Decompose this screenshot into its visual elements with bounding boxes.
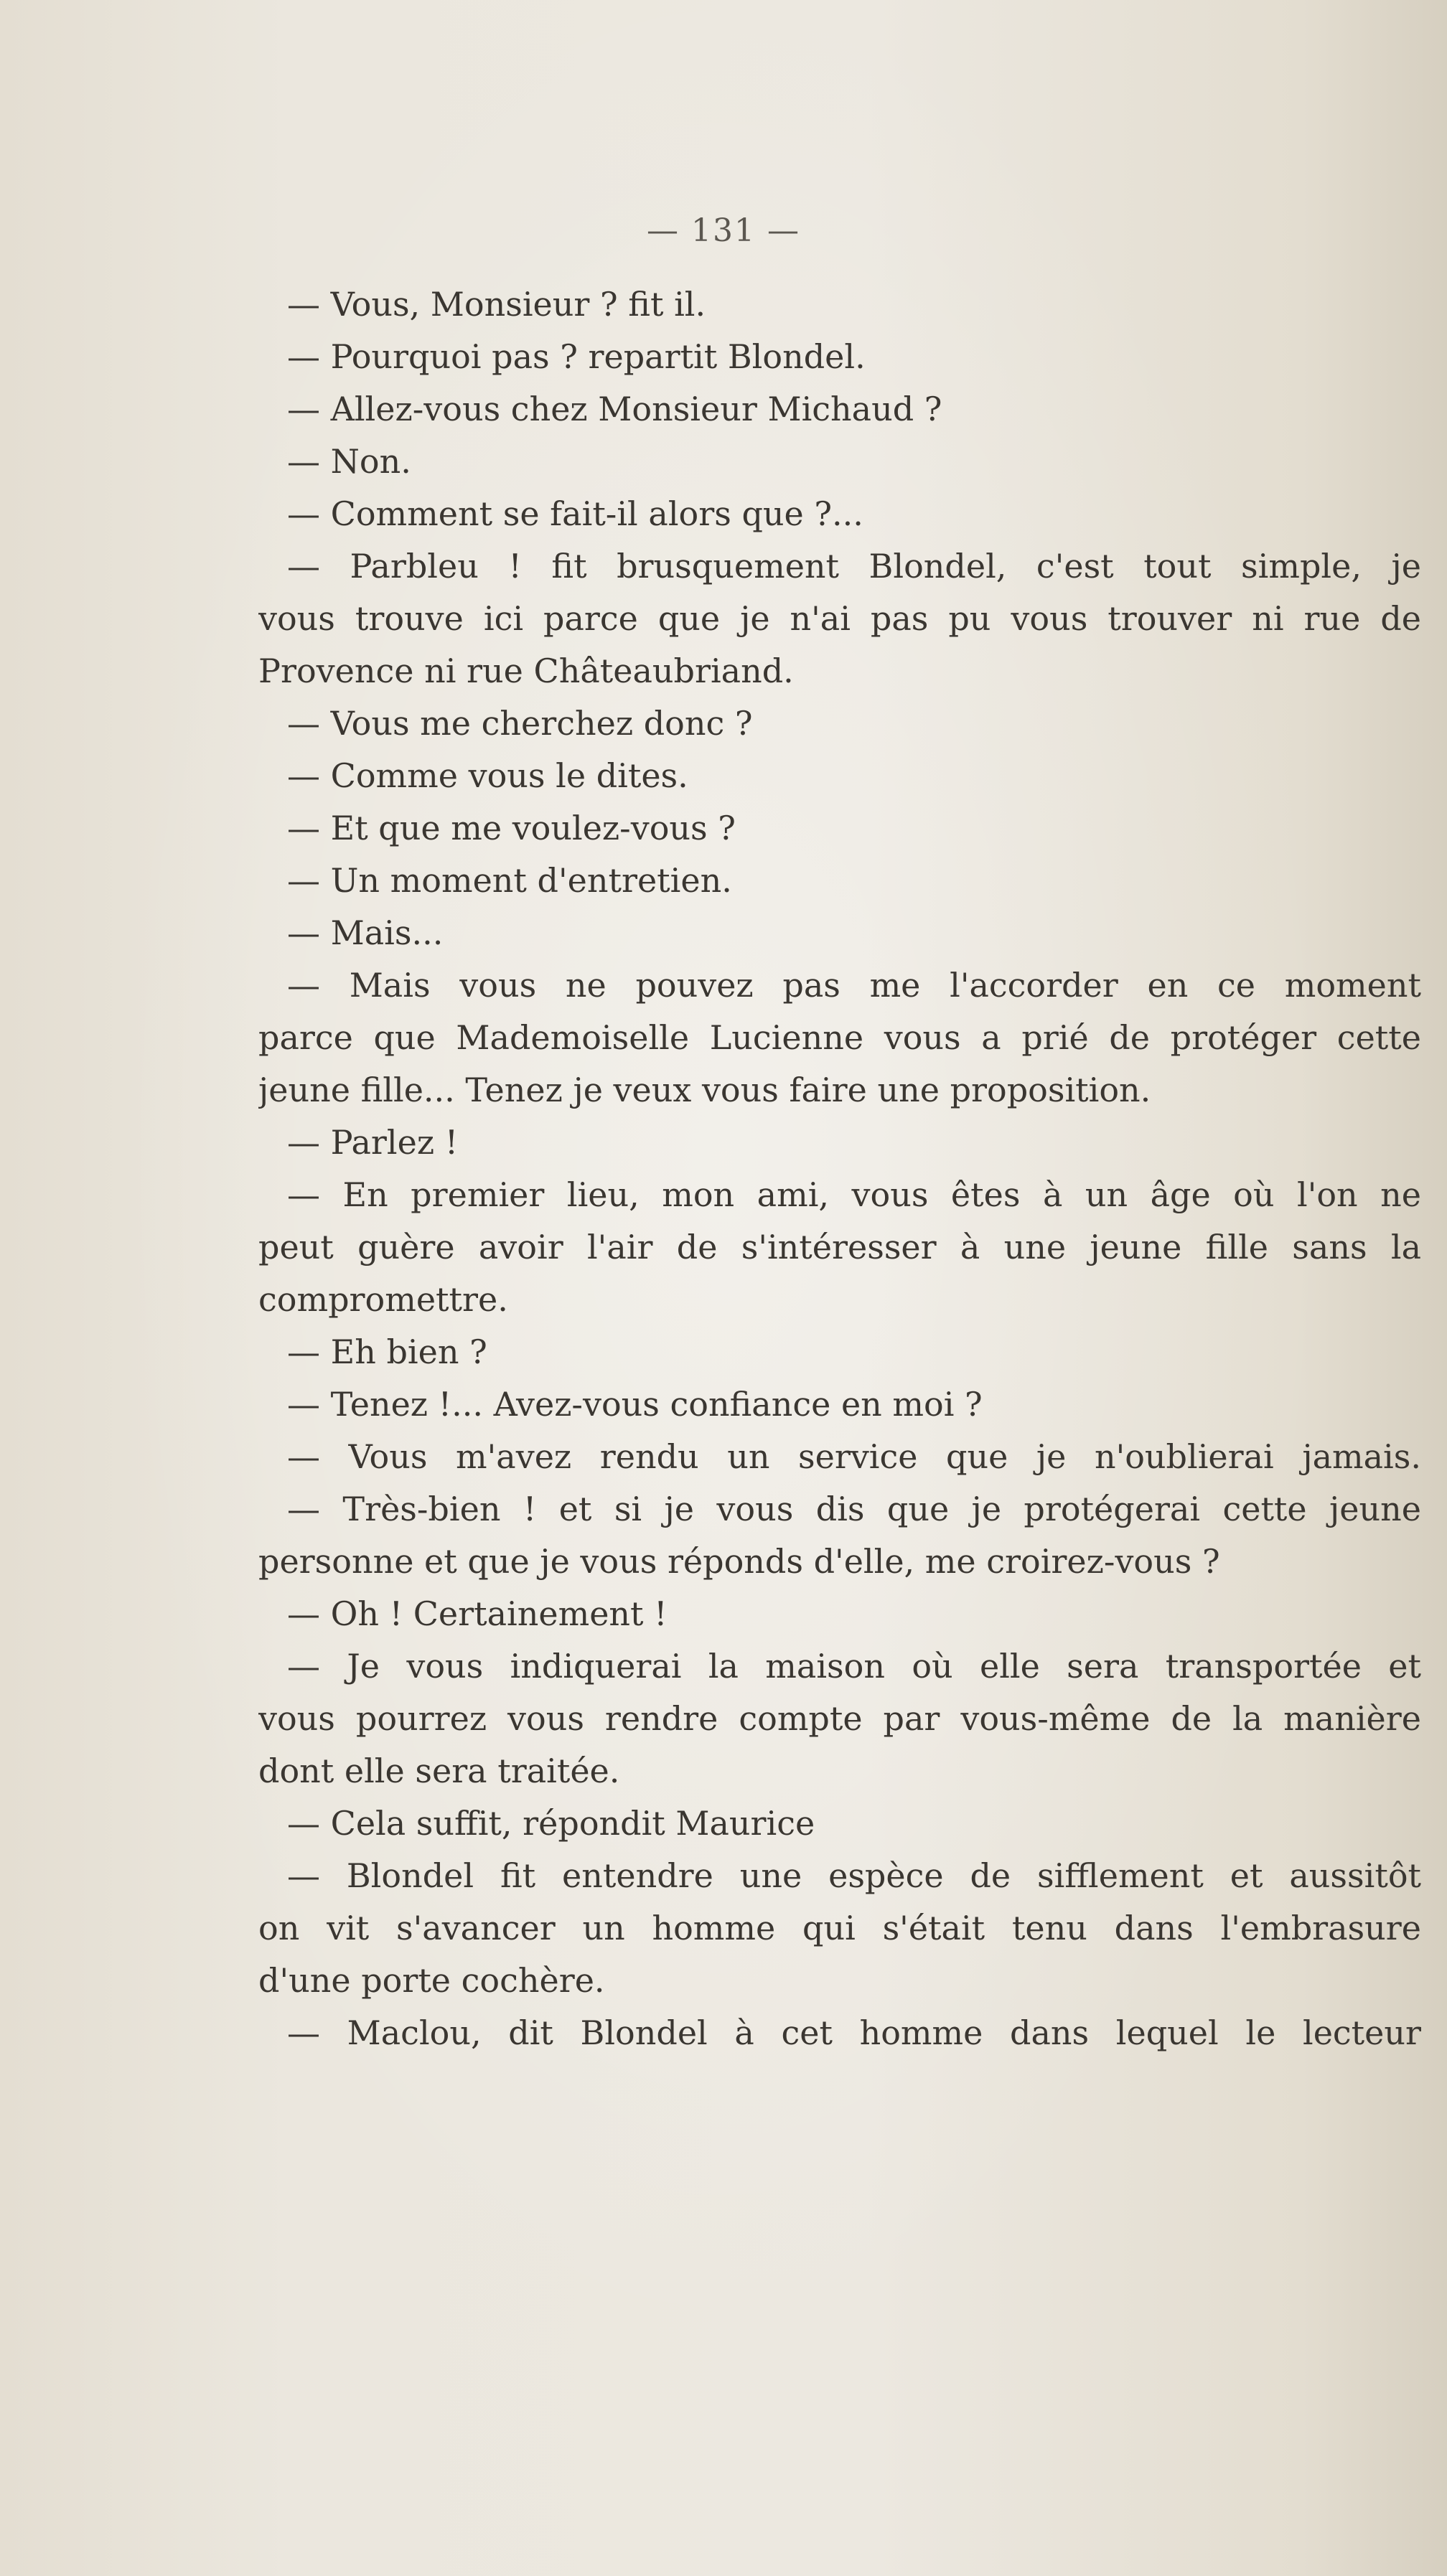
text-line: jeune fille... Tenez je veux vous faire une proposition. — [258, 1071, 1151, 1109]
text-line: on vit s'avancer un homme qui s'était tenu dans l'embrasure — [258, 1909, 1421, 1947]
text-line: — Comment se fait-il alors que ?... — [287, 494, 863, 533]
text-line: compromettre. — [258, 1280, 508, 1319]
text-line: — Non. — [287, 442, 411, 481]
text-line: — Vous me cherchez donc ? — [287, 704, 753, 743]
text-line: — Pourquoi pas ? repartit Blondel. — [287, 337, 866, 376]
text-line: — Parlez ! — [287, 1123, 459, 1162]
text-line: — Mais... — [287, 913, 444, 952]
text-line: — Mais vous ne pouvez pas me l'accorder en ce moment — [287, 966, 1421, 1005]
text-line: — Eh bien ? — [287, 1332, 487, 1371]
text-line: — Tenez !... Avez-vous confiance en moi ? — [287, 1385, 983, 1424]
text-line: — Je vous indiquerai la maison où elle sera transportée et — [287, 1647, 1421, 1686]
text-line: personne et que je vous réponds d'elle, me croirez-vous ? — [258, 1542, 1220, 1581]
text-line: — Un moment d'entretien. — [287, 861, 732, 900]
text-line: peut guère avoir l'air de s'intéresser à une jeune fille sans la — [258, 1228, 1421, 1266]
text-line: dont elle sera traitée. — [258, 1752, 620, 1790]
text-line: — Maclou, dit Blondel à cet homme dans lequel le lecteur — [287, 2013, 1421, 2052]
text-line: — Vous m'avez rendu un service que je n'oublierai jamais. — [287, 1437, 1421, 1476]
text-line: — Cela suffit, répondit Maurice — [287, 1804, 815, 1843]
text-line: — Et que me voulez-vous ? — [287, 809, 736, 847]
text-line: parce que Mademoiselle Lucienne vous a prié de protéger cette — [258, 1018, 1421, 1057]
text-line: — Oh ! Certainement ! — [287, 1594, 668, 1633]
text-line: vous trouve ici parce que je n'ai pas pu vous trouver ni rue de — [258, 599, 1421, 638]
text-line: — En premier lieu, mon ami, vous êtes à un âge où l'on ne — [287, 1175, 1421, 1214]
text-line: — Allez-vous chez Monsieur Michaud ? — [287, 390, 942, 428]
text-line: — Parbleu ! fit brusquement Blondel, c'est tout simple, je — [287, 547, 1421, 586]
page-text — [258, 278, 1421, 2059]
text-line: — Très-bien ! et si je vous dis que je protégerai cette jeune — [287, 1490, 1421, 1528]
text-line: — Vous, Monsieur ? fit il. — [287, 285, 706, 324]
text-line: — Comme vous le dites. — [287, 756, 688, 795]
text-line: vous pourrez vous rendre compte par vous-même de la manière — [258, 1699, 1421, 1738]
text-line: Provence ni rue Châteaubriand. — [258, 652, 794, 690]
text-line: — Blondel fit entendre une espèce de sifflement et aussitôt — [287, 1856, 1421, 1895]
page-number: — 131 — — [647, 212, 800, 249]
text-line: d'une porte cochère. — [258, 1961, 605, 2000]
